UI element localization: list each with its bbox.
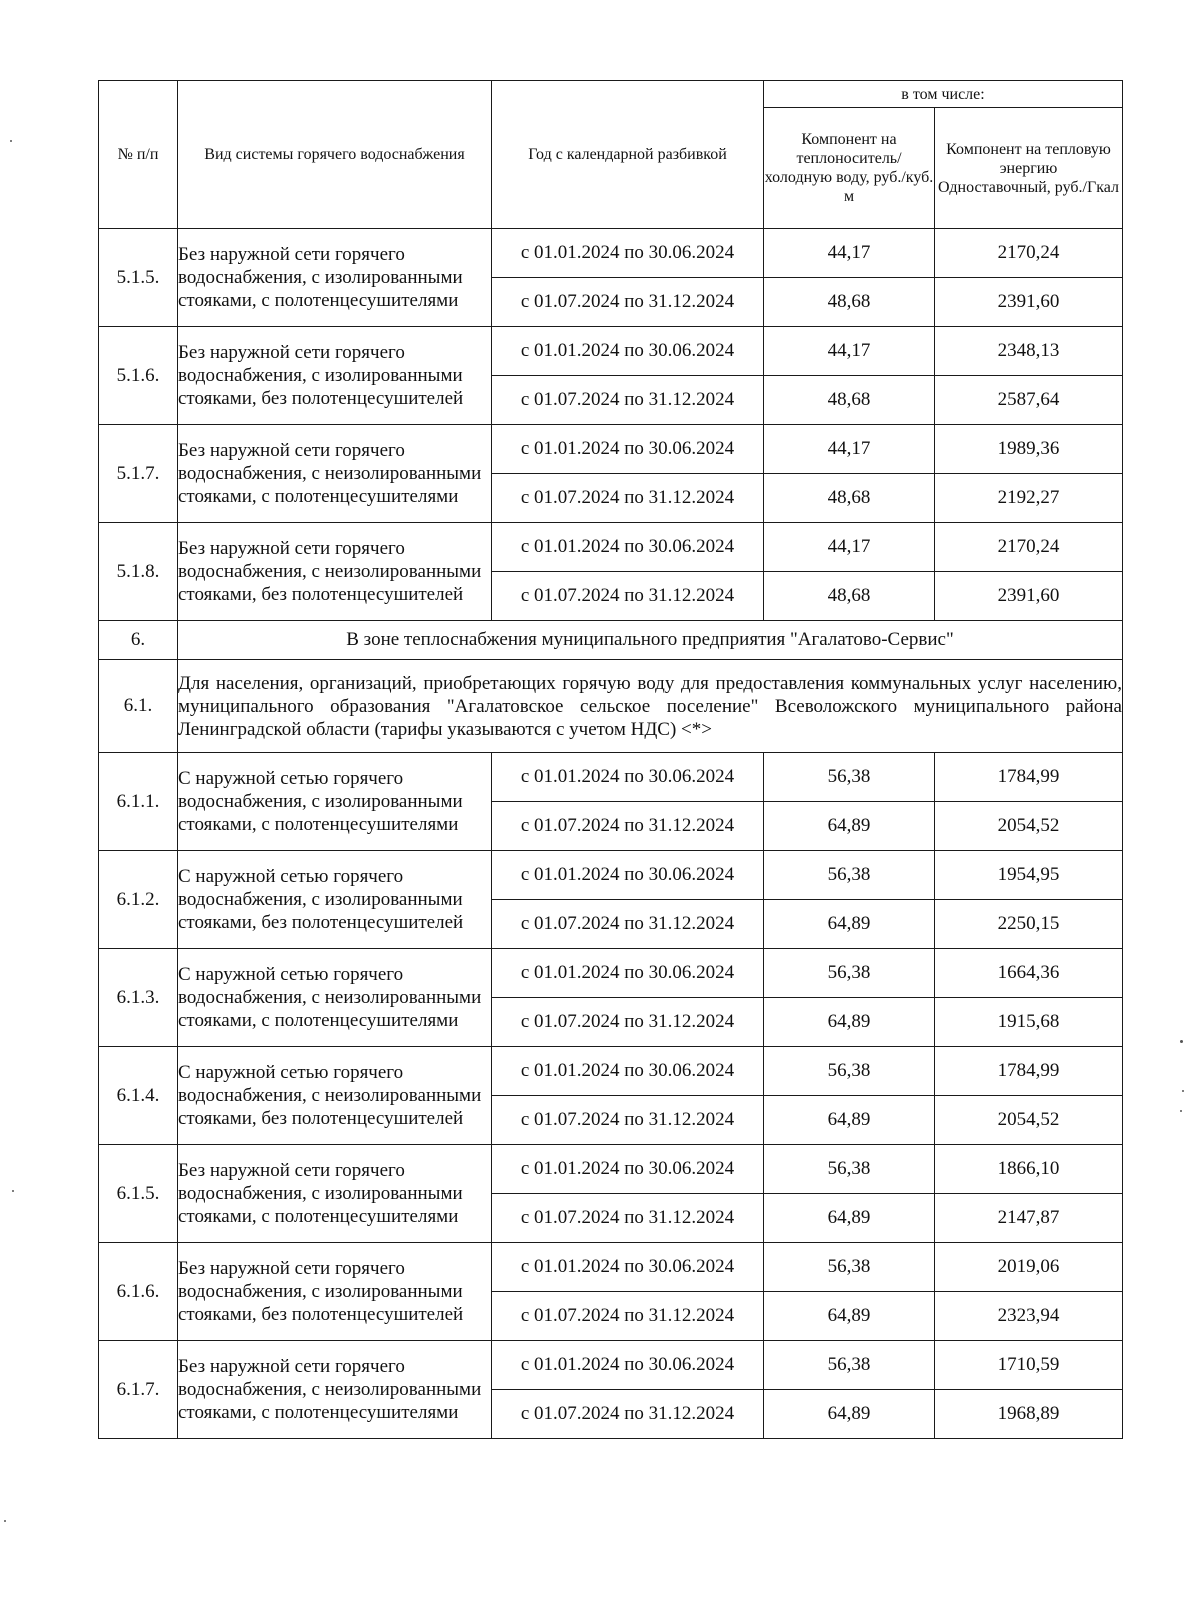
- water-component-value: 44,17: [764, 229, 935, 278]
- scan-speck: [1180, 1040, 1183, 1043]
- water-component-value: 48,68: [764, 376, 935, 425]
- table-row: [99, 1047, 1123, 1096]
- period-cell: с 01.07.2024 по 31.12.2024: [492, 1390, 764, 1439]
- item-number: 6.1.2.: [99, 851, 178, 949]
- table-body-section-6-header: [99, 621, 1123, 753]
- system-type-description: С наружной сетью горячего водоснабжения, с изолированными стояками, без полотенцесушителей: [178, 851, 492, 949]
- water-component-value: 64,89: [764, 998, 935, 1047]
- heat-component-value: 1968,89: [935, 1390, 1123, 1439]
- heat-component-value: 2323,94: [935, 1292, 1123, 1341]
- table-row: [99, 1145, 1123, 1194]
- period-cell: с 01.01.2024 по 30.06.2024: [492, 1145, 764, 1194]
- water-component-value: 64,89: [764, 1096, 935, 1145]
- heat-component-value: 1710,59: [935, 1341, 1123, 1390]
- system-type-description: Без наружной сети горячего водоснабжения, с изолированными стояками, с полотенцесушителями: [178, 1145, 492, 1243]
- period-cell: с 01.07.2024 по 31.12.2024: [492, 998, 764, 1047]
- item-number: 5.1.7.: [99, 425, 178, 523]
- heat-component-value: 2348,13: [935, 327, 1123, 376]
- table-row: [99, 753, 1123, 802]
- water-component-value: 48,68: [764, 278, 935, 327]
- table-row: [99, 949, 1123, 998]
- header-heat-line1: Компонент на тепловую энергию: [946, 140, 1111, 177]
- water-component-value: 44,17: [764, 327, 935, 376]
- heat-component-value: 1664,36: [935, 949, 1123, 998]
- header-heat-component: [935, 108, 1123, 229]
- water-component-value: 64,89: [764, 1390, 935, 1439]
- period-cell: с 01.01.2024 по 30.06.2024: [492, 1243, 764, 1292]
- table-row: [99, 229, 1123, 278]
- system-type-description: Без наружной сети горячего водоснабжения, с неизолированными стояками, с полотенцесушителями: [178, 1341, 492, 1439]
- water-component-value: 44,17: [764, 425, 935, 474]
- heat-component-value: 2147,87: [935, 1194, 1123, 1243]
- table-row: [99, 1341, 1123, 1390]
- section-6-number: 6.: [99, 621, 178, 660]
- period-cell: с 01.07.2024 по 31.12.2024: [492, 376, 764, 425]
- header-including: в том числе:: [764, 81, 1123, 108]
- period-cell: с 01.01.2024 по 30.06.2024: [492, 523, 764, 572]
- period-cell: с 01.01.2024 по 30.06.2024: [492, 949, 764, 998]
- period-cell: с 01.07.2024 по 31.12.2024: [492, 1096, 764, 1145]
- period-cell: с 01.01.2024 по 30.06.2024: [492, 1341, 764, 1390]
- table-row: [99, 851, 1123, 900]
- tariff-table: [98, 80, 1123, 1439]
- section-6-title: В зоне теплоснабжения муниципального предприятия "Агалатово-Сервис": [178, 621, 1123, 660]
- table-row: [99, 1243, 1123, 1292]
- water-component-value: 56,38: [764, 851, 935, 900]
- heat-component-value: 2391,60: [935, 572, 1123, 621]
- heat-component-value: 2391,60: [935, 278, 1123, 327]
- item-number: 6.1.7.: [99, 1341, 178, 1439]
- table-row: [99, 523, 1123, 572]
- system-type-description: С наружной сетью горячего водоснабжения, с изолированными стояками, с полотенцесушителями: [178, 753, 492, 851]
- period-cell: с 01.07.2024 по 31.12.2024: [492, 474, 764, 523]
- water-component-value: 56,38: [764, 1145, 935, 1194]
- system-type-description: Без наружной сети горячего водоснабжения, с неизолированными стояками, с полотенцесушителями: [178, 425, 492, 523]
- period-cell: с 01.07.2024 по 31.12.2024: [492, 1194, 764, 1243]
- header-system-type: Вид системы горячего водоснабжения: [178, 81, 492, 229]
- heat-component-value: 2019,06: [935, 1243, 1123, 1292]
- water-component-value: 56,38: [764, 1047, 935, 1096]
- heat-component-value: 1954,95: [935, 851, 1123, 900]
- system-type-description: Без наружной сети горячего водоснабжения, с изолированными стояками, без полотенцесушителей: [178, 327, 492, 425]
- period-cell: с 01.01.2024 по 30.06.2024: [492, 753, 764, 802]
- table-body-section-5: [99, 229, 1123, 621]
- water-component-value: 64,89: [764, 1194, 935, 1243]
- heat-component-value: 2170,24: [935, 229, 1123, 278]
- scan-speck: [10, 140, 12, 142]
- period-cell: с 01.07.2024 по 31.12.2024: [492, 572, 764, 621]
- header-period: Год с календарной разбивкой: [492, 81, 764, 229]
- heat-component-value: 2054,52: [935, 1096, 1123, 1145]
- period-cell: с 01.07.2024 по 31.12.2024: [492, 278, 764, 327]
- table-row: [99, 327, 1123, 376]
- water-component-value: 44,17: [764, 523, 935, 572]
- item-number: 5.1.6.: [99, 327, 178, 425]
- scan-speck: [12, 1190, 14, 1192]
- header-number: № п/п: [99, 81, 178, 229]
- water-component-value: 64,89: [764, 1292, 935, 1341]
- item-number: 6.1.4.: [99, 1047, 178, 1145]
- item-number: 5.1.8.: [99, 523, 178, 621]
- water-component-value: 64,89: [764, 900, 935, 949]
- system-type-description: Без наружной сети горячего водоснабжения, с изолированными стояками, с полотенцесушителями: [178, 229, 492, 327]
- scan-speck: [1182, 1090, 1184, 1092]
- heat-component-value: 2587,64: [935, 376, 1123, 425]
- system-type-description: Без наружной сети горячего водоснабжения, с изолированными стояками, без полотенцесушителей: [178, 1243, 492, 1341]
- water-component-value: 56,38: [764, 1341, 935, 1390]
- heat-component-value: 2250,15: [935, 900, 1123, 949]
- period-cell: с 01.01.2024 по 30.06.2024: [492, 1047, 764, 1096]
- header-heat-line2: Одноставочный, руб./Гкал: [938, 178, 1119, 196]
- water-component-value: 56,38: [764, 753, 935, 802]
- water-component-value: 48,68: [764, 572, 935, 621]
- item-number: 6.1.6.: [99, 1243, 178, 1341]
- heat-component-value: 2054,52: [935, 802, 1123, 851]
- scan-speck: [1180, 1110, 1182, 1112]
- heat-component-value: 2192,27: [935, 474, 1123, 523]
- system-type-description: Без наружной сети горячего водоснабжения, с неизолированными стояками, без полотенцесушителей: [178, 523, 492, 621]
- section-6-1-text: Для населения, организаций, приобретающих горячую воду для предоставления коммунальных услуг населению, муниципального образования "Агалатовское сельское поселение" Всеволожского муниципального района Ленинградской области (тарифы указываются с учетом НДС) <*>: [178, 660, 1123, 753]
- water-component-value: 48,68: [764, 474, 935, 523]
- heat-component-value: 1866,10: [935, 1145, 1123, 1194]
- header-water-component: Компонент на теплоноситель/ холодную воду, руб./куб. м: [764, 108, 935, 229]
- water-component-value: 64,89: [764, 802, 935, 851]
- system-type-description: С наружной сетью горячего водоснабжения, с неизолированными стояками, без полотенцесушителей: [178, 1047, 492, 1145]
- water-component-value: 56,38: [764, 1243, 935, 1292]
- heat-component-value: 1784,99: [935, 753, 1123, 802]
- item-number: 6.1.5.: [99, 1145, 178, 1243]
- period-cell: с 01.01.2024 по 30.06.2024: [492, 425, 764, 474]
- heat-component-value: 1989,36: [935, 425, 1123, 474]
- item-number: 6.1.3.: [99, 949, 178, 1047]
- table-row: [99, 425, 1123, 474]
- period-cell: с 01.01.2024 по 30.06.2024: [492, 851, 764, 900]
- scan-speck: [4, 1520, 6, 1522]
- water-component-value: 56,38: [764, 949, 935, 998]
- table-body-section-6-1: [99, 753, 1123, 1439]
- item-number: 6.1.1.: [99, 753, 178, 851]
- item-number: 5.1.5.: [99, 229, 178, 327]
- period-cell: с 01.07.2024 по 31.12.2024: [492, 1292, 764, 1341]
- section-6-1-number: 6.1.: [99, 660, 178, 753]
- heat-component-value: 1784,99: [935, 1047, 1123, 1096]
- heat-component-value: 1915,68: [935, 998, 1123, 1047]
- period-cell: с 01.01.2024 по 30.06.2024: [492, 229, 764, 278]
- period-cell: с 01.07.2024 по 31.12.2024: [492, 802, 764, 851]
- heat-component-value: 2170,24: [935, 523, 1123, 572]
- period-cell: с 01.07.2024 по 31.12.2024: [492, 900, 764, 949]
- period-cell: с 01.01.2024 по 30.06.2024: [492, 327, 764, 376]
- system-type-description: С наружной сетью горячего водоснабжения, с неизолированными стояками, с полотенцесушителями: [178, 949, 492, 1047]
